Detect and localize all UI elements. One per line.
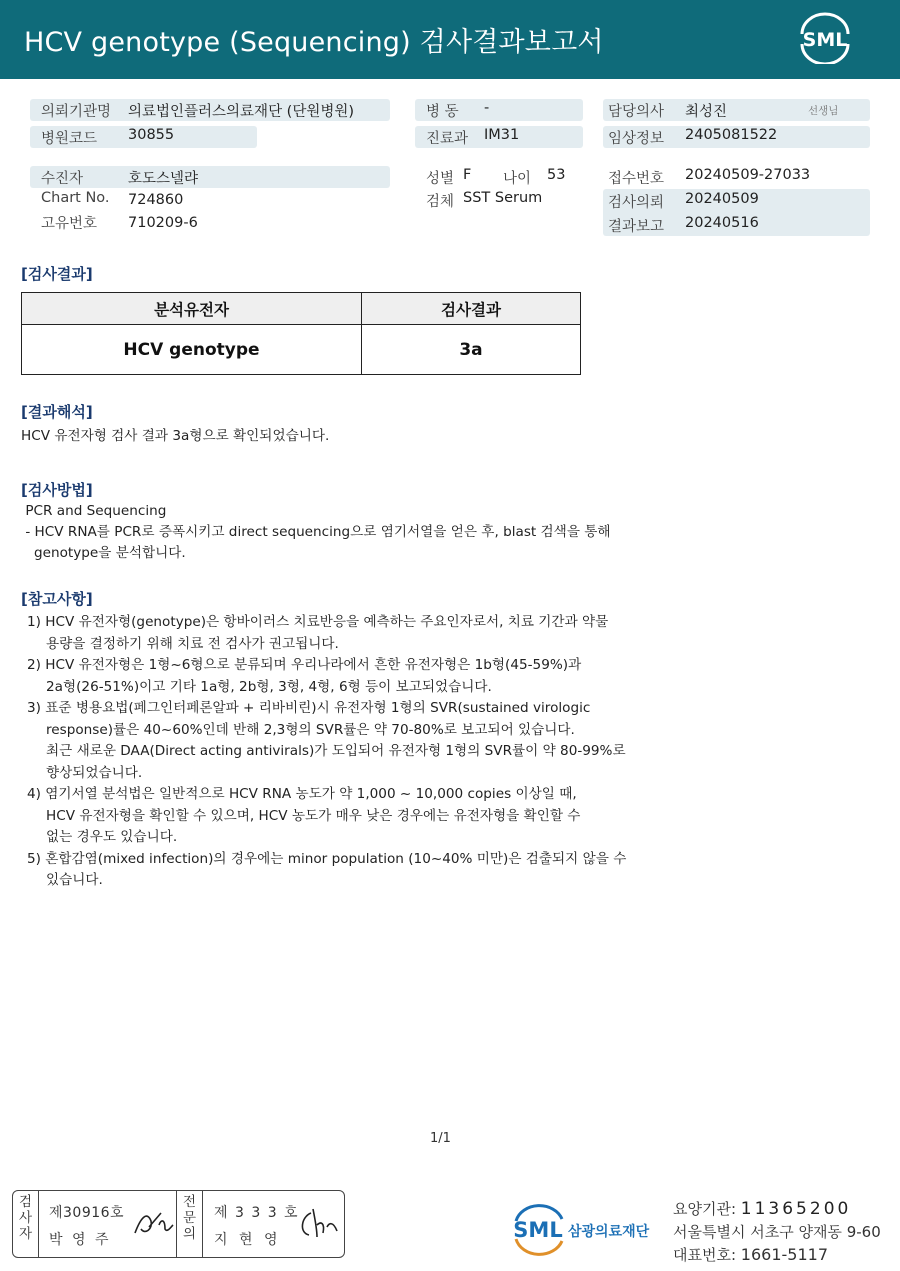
- column-header: 분석유전자: [22, 293, 362, 325]
- ward-value: -: [484, 100, 490, 116]
- note-line: 5) 혼합감염(mixed infection)의 경우에는 minor population (10~40% 미만)은 검출되지 않을 수: [27, 850, 627, 867]
- specimen-value: SST Serum: [463, 190, 543, 206]
- patient-info: [0, 0, 900, 240]
- note-line: 있습니다.: [46, 872, 103, 888]
- note-line: 용량을 결정하기 위해 치료 전 검사가 권고됩니다.: [46, 635, 339, 652]
- tester-name: 박 영 주: [49, 1232, 109, 1248]
- doctor-suffix: 선생님: [808, 105, 839, 117]
- signature-box: [12, 1190, 345, 1258]
- phone-label: 대표번호:: [673, 1246, 737, 1264]
- tester-label-text: 검사자: [18, 1194, 33, 1242]
- svg-text:SML: SML: [802, 29, 848, 51]
- chart-label: Chart No.: [41, 190, 110, 206]
- report-value: 20240516: [685, 215, 759, 231]
- note-line: 최근 새로운 DAA(Direct acting antivirals)가 도입되어 유전자형 1형의 SVR률이 약 80-99%로: [46, 743, 626, 759]
- ward-label: 병 동: [426, 104, 459, 120]
- age-label: 나이: [503, 171, 532, 187]
- sml-footer-logo-icon: [510, 1201, 660, 1259]
- clinical-info-label: 임상정보: [608, 131, 665, 147]
- doctor-value: 최성진: [685, 104, 728, 120]
- note-line: 4) 염기서열 분석법은 일반적으로 HCV RNA 농도가 약 1,000 ~ 10,000 copies 이상일 때,: [27, 786, 577, 802]
- specimen-label: 검체: [426, 194, 455, 210]
- specialist-signature-icon: [297, 1205, 343, 1243]
- tester-number: 제30916호: [49, 1205, 125, 1221]
- department-label: 진료과: [426, 131, 469, 147]
- results-table: [21, 292, 581, 375]
- patient-label: 수진자: [41, 171, 84, 187]
- patient-value: 호도스넬랴: [128, 171, 199, 187]
- specialist-name: 지 현 영: [214, 1232, 278, 1248]
- result-cell: 3a: [362, 325, 581, 375]
- tester-signature-icon: [131, 1207, 177, 1241]
- note-line: 향상되었습니다.: [46, 764, 143, 781]
- results-title: [검사결과]: [21, 265, 93, 283]
- interpretation-title: [결과해석]: [21, 403, 93, 421]
- table-header-row: [22, 293, 581, 325]
- care-label: 요양기관:: [673, 1200, 737, 1218]
- method-title: [검사방법]: [21, 481, 93, 499]
- receipt-value: 20240509-27033: [685, 167, 811, 183]
- column-header: 검사결과: [362, 293, 581, 325]
- address: 서울특별시 서초구 양재동 9-60: [673, 1223, 881, 1241]
- doctor-label: 담당의사: [608, 104, 665, 120]
- table-row: [22, 325, 581, 375]
- request-value: 20240509: [685, 191, 759, 207]
- notes-list: [27, 612, 626, 892]
- sex-label: 성별: [426, 171, 455, 187]
- care-institution: [673, 1198, 851, 1219]
- hospital-code-label: 병원코드: [41, 131, 98, 147]
- unique-value: 710209-6: [128, 215, 198, 231]
- sex-value: F: [463, 167, 472, 183]
- chart-value: 724860: [128, 192, 184, 208]
- method-line: - HCV RNA를 PCR로 증폭시키고 direct sequencing으로 염기서열을 얻은 후, blast 검색을 통해: [21, 524, 611, 540]
- note-line: response)률은 40~60%인데 반해 2,3형의 SVR률은 약 70-80%로 보고되어 있습니다.: [46, 721, 575, 738]
- specialist-label: [177, 1191, 203, 1257]
- receipt-label: 접수번호: [608, 171, 665, 187]
- request-label: 검사의뢰: [608, 195, 665, 211]
- institution-label: 의뢰기관명: [41, 104, 112, 120]
- svg-text:SML: SML: [513, 1218, 563, 1242]
- note-line: 3) 표준 병용요법(페그인터페론알파 + 리바비린)시 유전자형 1형의 SVR(sustained virologic: [27, 700, 591, 716]
- care-number: 11365200: [740, 1199, 852, 1219]
- interpretation-text: HCV 유전자형 검사 결과 3a형으로 확인되었습니다.: [21, 428, 330, 444]
- gene-cell: HCV genotype: [22, 325, 362, 375]
- notes-title: [참고사항]: [21, 590, 93, 608]
- method-line: genotype을 분석합니다.: [21, 545, 186, 561]
- note-line: 없는 경우도 있습니다.: [46, 829, 178, 845]
- department-value: IM31: [484, 127, 520, 143]
- specialist-label-text: 전문의: [182, 1194, 197, 1242]
- phone: [673, 1244, 828, 1265]
- phone-number: 1661-5117: [740, 1245, 829, 1264]
- note-line: 1) HCV 유전자형(genotype)은 항바이러스 치료반응을 예측하는 주요인자로서, 치료 기간과 약물: [27, 614, 609, 630]
- page-number: 1/1: [430, 1131, 451, 1146]
- report-label: 결과보고: [608, 219, 665, 235]
- institution-value: 의료법인플러스의료재단 (단원병원): [128, 104, 355, 120]
- method-line: PCR and Sequencing: [21, 503, 167, 519]
- hospital-code-value: 30855: [128, 127, 175, 143]
- unique-label: 고유번호: [41, 216, 98, 232]
- note-line: 2) HCV 유전자형은 1형~6형으로 분류되며 우리나라에서 흔한 유전자형은 1b형(45-59%)과: [27, 657, 582, 673]
- footer-logo: [510, 1201, 660, 1259]
- svg-text:삼광의료재단: 삼광의료재단: [568, 1224, 650, 1240]
- note-line: HCV 유전자형을 확인할 수 있으며, HCV 농도가 매우 낮은 경우에는 유전자형을 확인할 수: [46, 807, 581, 824]
- tester-label: [13, 1191, 39, 1257]
- age-value: 53: [547, 167, 566, 183]
- report-title: HCV genotype (Sequencing) 검사결과보고서: [24, 27, 604, 58]
- clinical-info-value: 2405081522: [685, 127, 778, 143]
- note-line: 2a형(26-51%)이고 기타 1a형, 2b형, 3형, 4형, 6형 등이 보고되었습니다.: [46, 678, 492, 695]
- specialist-number: 제 3 3 3 호: [214, 1205, 299, 1221]
